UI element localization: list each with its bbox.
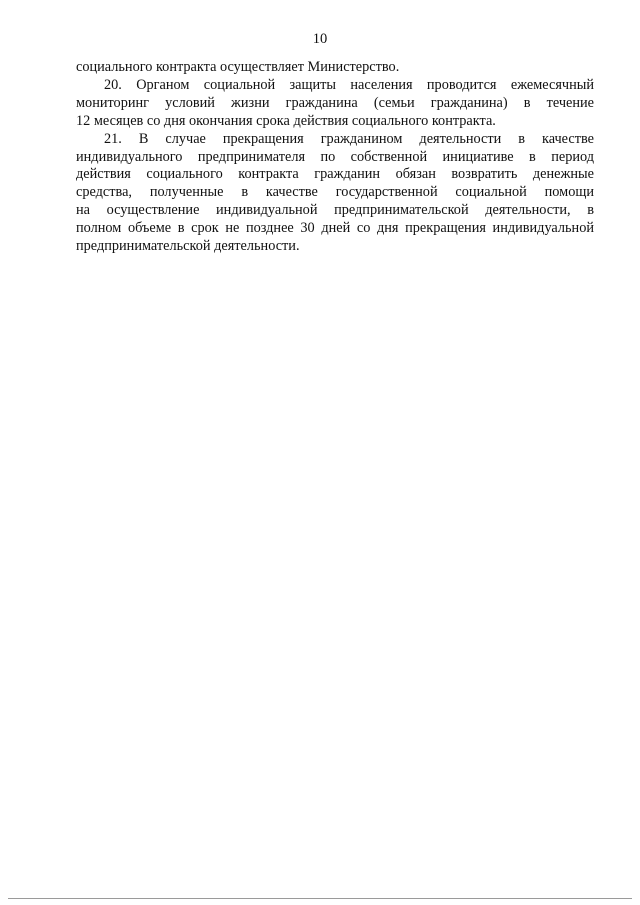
text-line: средства, полученные в качестве государственной социальной помощи [76, 184, 594, 201]
text-line: социального контракта осуществляет Министерство. [76, 59, 400, 75]
text-line: предпринимательской деятельности. [76, 238, 300, 255]
text-line: 21. В случае прекращения гражданином деятельности в качестве [104, 130, 594, 147]
text-line: на осуществление индивидуальной предпринимательской деятельности, в [76, 202, 594, 219]
page-number: 10 [312, 31, 328, 47]
paragraph-continuation [76, 59, 594, 77]
text-line: действия социального контракта гражданин обязан возвратить денежные [76, 166, 594, 183]
text-line: полном объеме в срок не позднее 30 дней со дня прекращения индивидуальной [76, 220, 594, 237]
paragraph-item-20 [76, 77, 594, 131]
document-body [76, 59, 594, 256]
text-line: индивидуального предпринимателя по собственной инициативе в период [76, 148, 594, 165]
text-line: 20. Органом социальной защиты населения проводится ежемесячный [104, 76, 594, 93]
paragraph-item-21 [76, 131, 594, 256]
text-line: 12 месяцев со дня окончания срока действия социального контракта. [76, 112, 496, 129]
bottom-rule [8, 898, 632, 899]
text-line: мониторинг условий жизни гражданина (семьи гражданина) в течение [76, 94, 594, 111]
